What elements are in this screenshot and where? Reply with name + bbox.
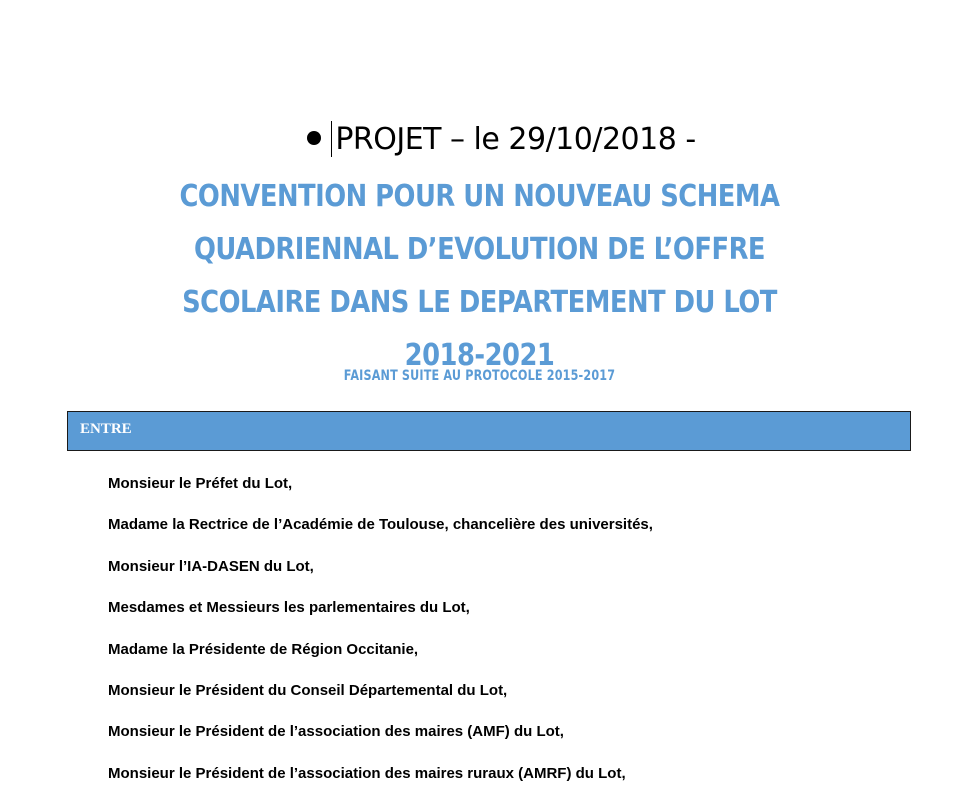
bullet-icon [307, 131, 321, 145]
draft-header-content [307, 118, 695, 162]
section-label: ENTRE [80, 421, 132, 437]
party-list [108, 475, 653, 806]
party-item: Monsieur le Président de l’association des maires ruraux (AMRF) du Lot, [108, 764, 626, 782]
party-item: Madame la Présidente de Région Occitanie, [108, 640, 419, 658]
party-item: Madame la Rectrice de l’Académie de Toulouse, chancelière des universités, [108, 516, 653, 534]
document-subtitle: FAISANT SUITE AU PROTOCOLE 2015-2017 [343, 368, 616, 384]
text-cursor-icon [331, 121, 332, 157]
party-item: Monsieur l’IA-DASEN du Lot, [108, 557, 314, 575]
document-title [0, 170, 959, 382]
party-item: Mesdames et Messieurs les parlementaires du Lot, [108, 599, 470, 617]
party-item: Monsieur le Président de l’association des maires (AMF) du Lot, [108, 723, 564, 741]
title-line-3: SCOLAIRE DANS LE DEPARTEMENT DU LOT [182, 285, 777, 320]
title-line-2: QUADRIENNAL D’EVOLUTION DE L’OFFRE [193, 232, 766, 267]
draft-header-text[interactable]: PROJET – le 29/10/2018 - [335, 122, 696, 157]
title-line-1: CONVENTION POUR UN NOUVEAU SCHEMA [179, 179, 780, 214]
party-item: Monsieur le Préfet du Lot, [108, 475, 293, 492]
draft-header [0, 118, 959, 162]
title-line-4: 2018-2021 [404, 338, 555, 373]
section-header-entre [67, 411, 911, 451]
party-item: Monsieur le Président du Conseil Départemental du Lot, [108, 681, 508, 699]
